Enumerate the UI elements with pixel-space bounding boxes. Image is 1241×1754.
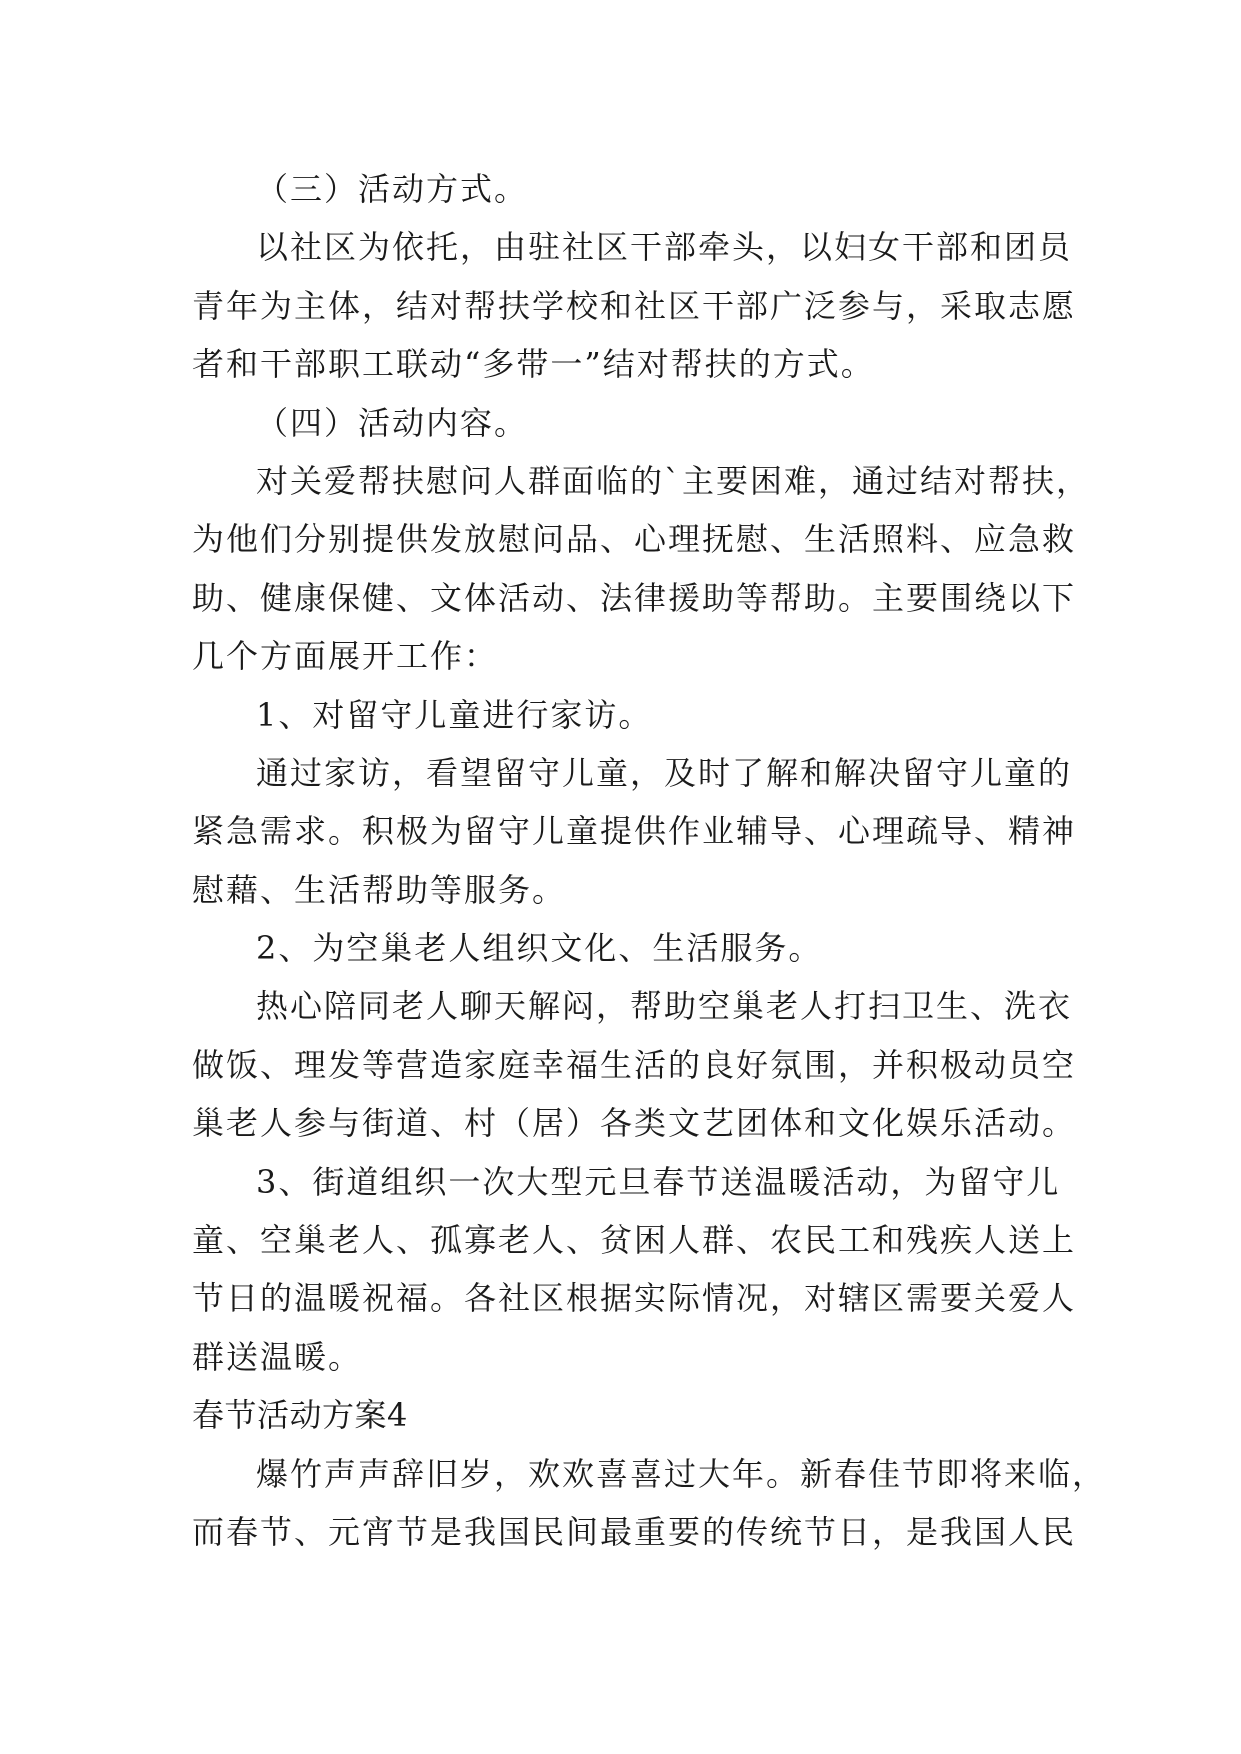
paragraph-line: 以社区为依托，由驻社区干部牵头，以妇女干部和团员	[256, 228, 1073, 267]
paragraph-line: 慰藉、生活帮助等服务。	[192, 870, 567, 909]
paragraph-line: 者和干部职工联动“多带一”结对帮扶的方式。	[192, 345, 875, 384]
paragraph-line: 节日的温暖祝福。各社区根据实际情况，对辖区需要关爱人	[192, 1279, 1077, 1318]
paragraph-line: 巢老人参与街道、村（居）各类文艺团体和文化娱乐活动。	[192, 1104, 1077, 1143]
paragraph-line: 助、健康保健、文体活动、法律援助等帮助。主要围绕以下	[192, 578, 1077, 617]
section-heading-activity-content: （四）活动内容。	[256, 403, 529, 442]
paragraph-line: 童、空巢老人、孤寡老人、贫困人群、农民工和残疾人送上	[192, 1221, 1077, 1260]
paragraph-line: 热心陪同老人聊天解闷，帮助空巢老人打扫卫生、洗衣	[256, 987, 1073, 1026]
document-section-title: 春节活动方案4	[192, 1396, 408, 1435]
paragraph-line: 对关爱帮扶慰问人群面临的`主要困难，通过结对帮扶，	[256, 461, 1091, 500]
paragraph-line: 通过家访，看望留守儿童，及时了解和解决留守儿童的	[256, 753, 1073, 792]
paragraph-line: 为他们分别提供发放慰问品、心理抚慰、生活照料、应急救	[192, 520, 1077, 559]
paragraph-line: 群送温暖。	[192, 1337, 363, 1376]
paragraph-line: 而春节、元宵节是我国民间最重要的传统节日，是我国人民	[192, 1512, 1077, 1551]
paragraph-line: 爆竹声声辞旧岁，欢欢喜喜过大年。新春佳节即将来临，	[256, 1454, 1107, 1493]
paragraph-line: 青年为主体，结对帮扶学校和社区干部广泛参与，采取志愿	[192, 286, 1077, 325]
paragraph-line: 几个方面展开工作：	[192, 637, 499, 676]
document-body	[192, 160, 1107, 1561]
paragraph-line: 紧急需求。积极为留守儿童提供作业辅导、心理疏导、精神	[192, 812, 1077, 851]
list-item-heading-1: 1、对留守儿童进行家访。	[256, 695, 653, 734]
section-heading-activity-method: （三）活动方式。	[256, 170, 529, 208]
paragraph-line: 做饭、理发等营造家庭幸福生活的良好氛围，并积极动员空	[192, 1045, 1077, 1084]
list-item-heading-3: 3、街道组织一次大型元旦春节送温暖活动，为留守儿	[256, 1162, 1061, 1201]
list-item-heading-2: 2、为空巢老人组织文化、生活服务。	[256, 929, 823, 968]
